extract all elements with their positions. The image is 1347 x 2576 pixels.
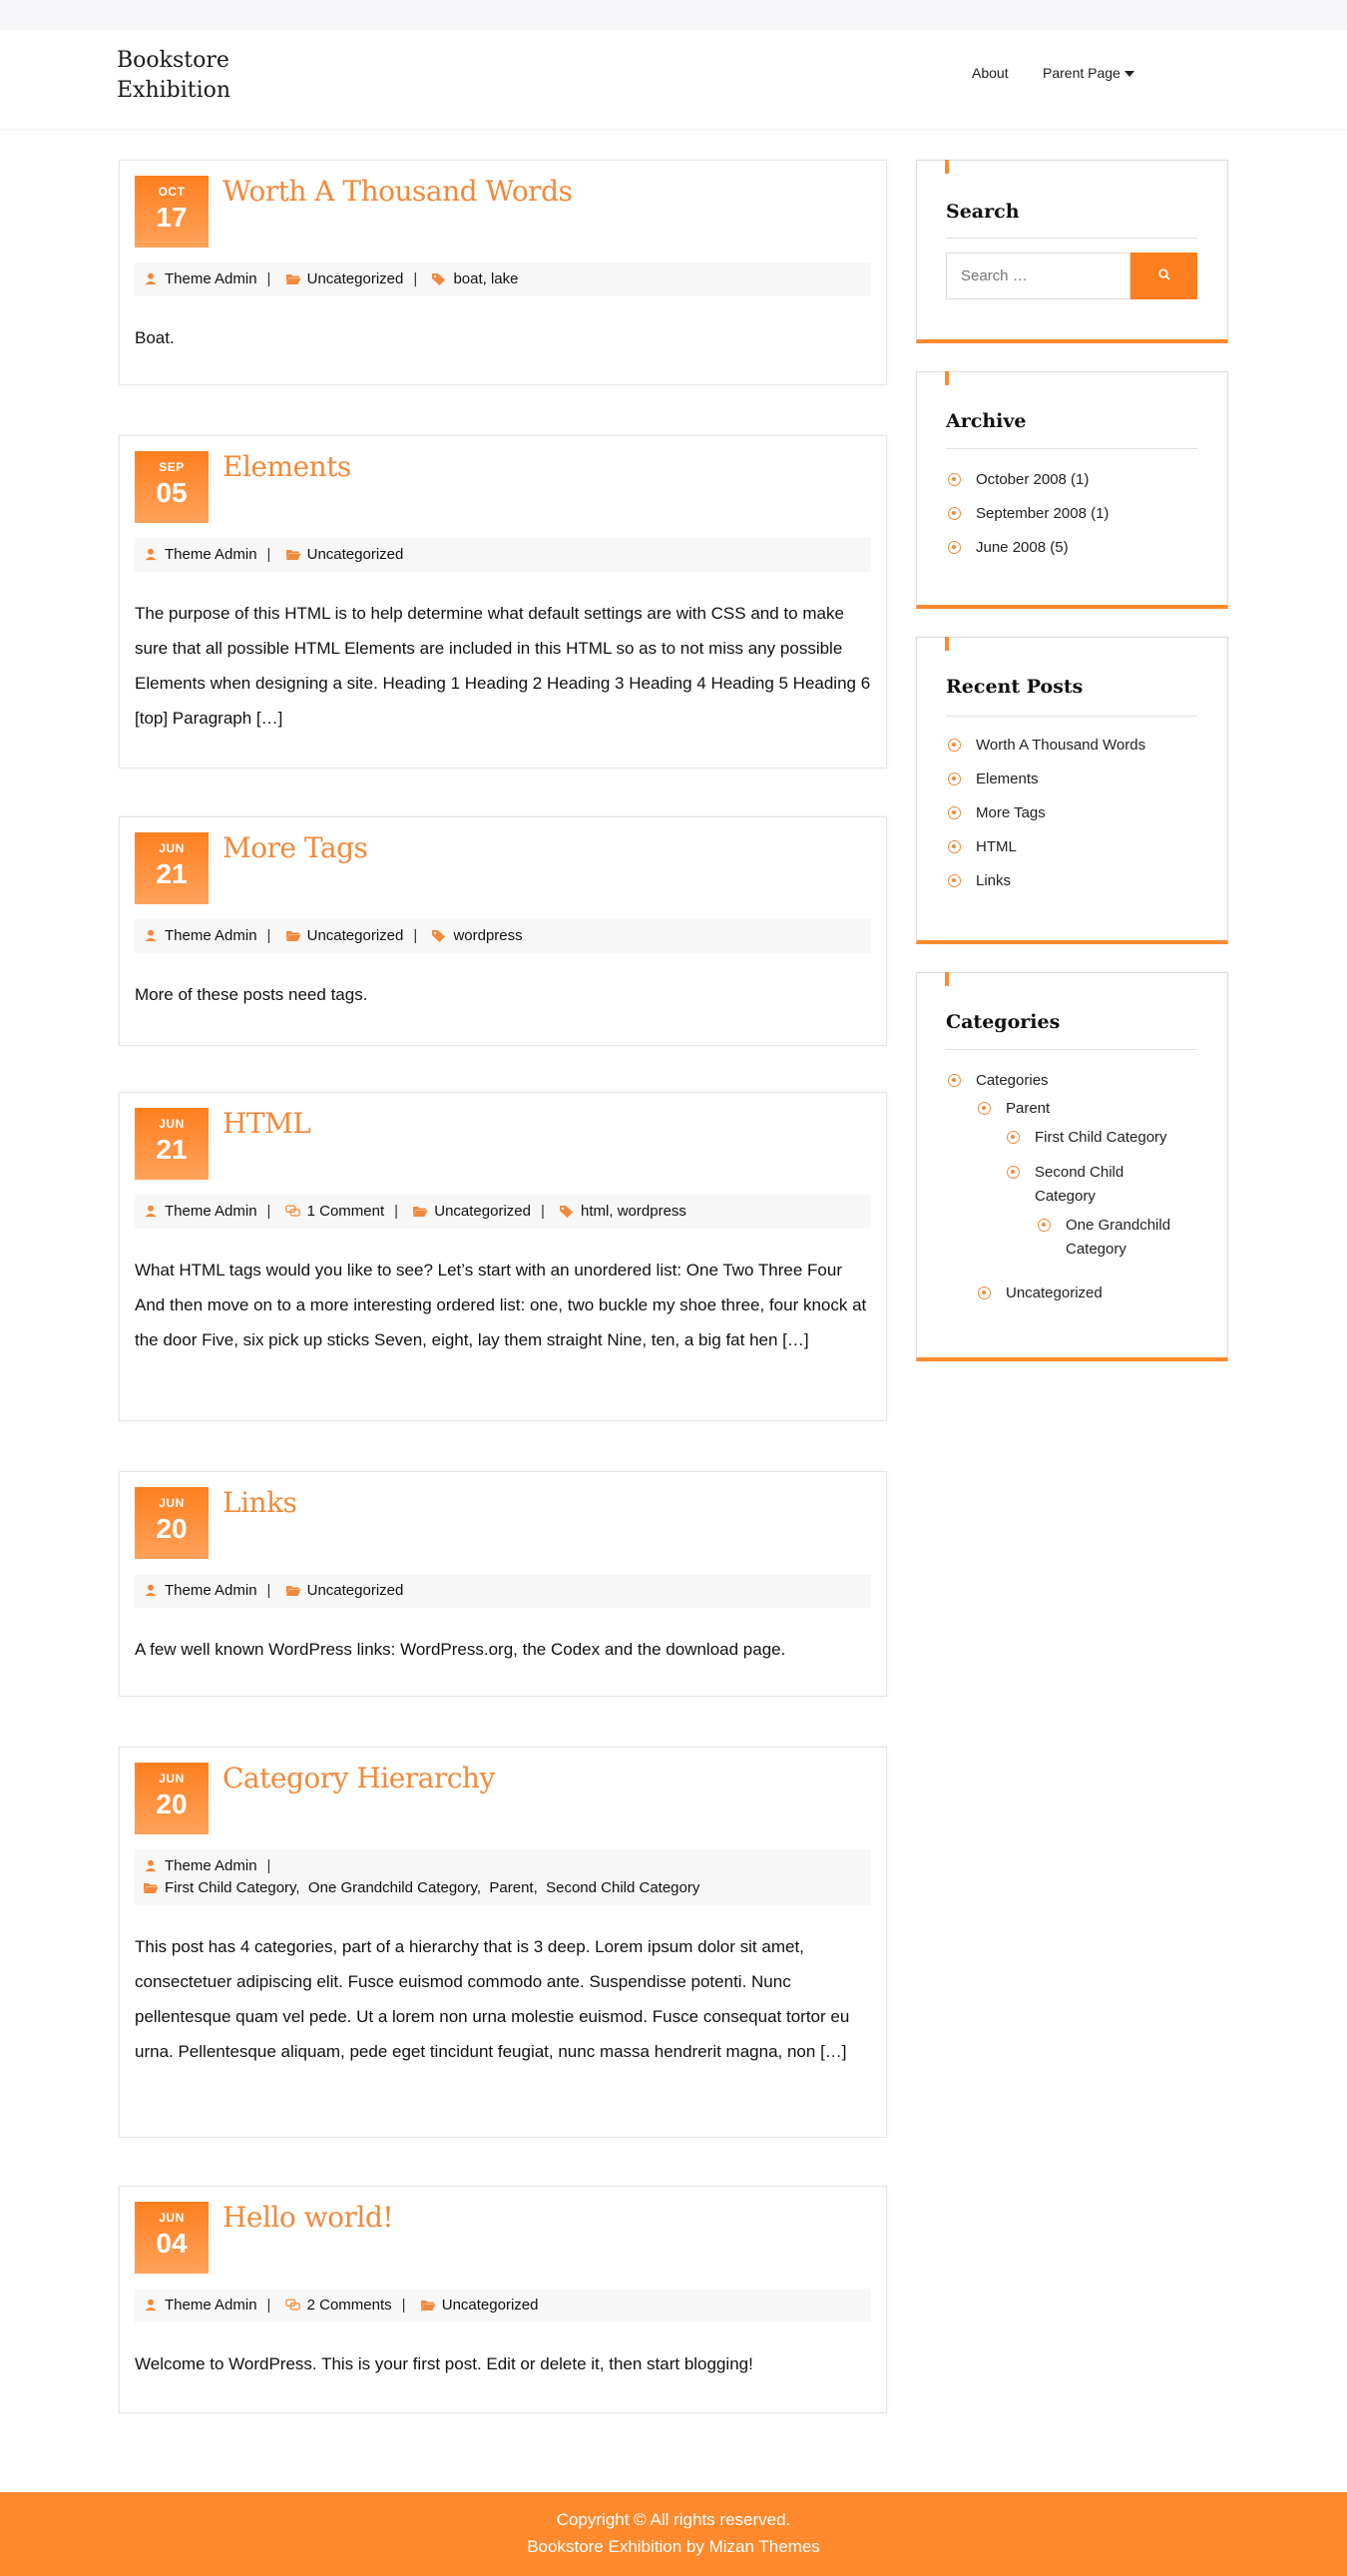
- search-widget: [916, 160, 1228, 343]
- archive-item[interactable]: June 2008 (5): [976, 539, 1069, 556]
- folder-icon: [143, 1881, 159, 1894]
- user-icon: [143, 929, 159, 942]
- widget-title: Categories: [946, 1011, 1061, 1033]
- category-label: One Grandchild: [1066, 1217, 1171, 1234]
- widget-title: Recent Posts: [946, 676, 1084, 698]
- date-badge: [135, 1487, 209, 1559]
- site-footer: [0, 2492, 1347, 2576]
- top-bar: [0, 0, 1347, 30]
- bullet-icon: [948, 541, 961, 554]
- category-item[interactable]: [1035, 1161, 1123, 1209]
- user-icon: [143, 2299, 159, 2312]
- date-month: JUN: [159, 1117, 185, 1131]
- bullet-icon: [1038, 1219, 1051, 1232]
- bullet-icon: [978, 1102, 991, 1115]
- date-day: 05: [156, 477, 188, 508]
- post-meta: Theme Admin | Uncategorized: [135, 538, 871, 572]
- recent-post-item[interactable]: More Tags: [976, 804, 1046, 821]
- comments-icon: [285, 1205, 301, 1218]
- folder-icon: [420, 2299, 436, 2312]
- widget-divider: [946, 238, 1197, 239]
- bullet-icon: [948, 1074, 961, 1087]
- author-link[interactable]: Theme Admin: [165, 1582, 257, 1599]
- date-day: 21: [156, 858, 188, 889]
- post-card: [119, 1471, 887, 1697]
- post-title-link[interactable]: More Tags: [223, 831, 368, 864]
- post-meta: Theme Admin | 2 Comments | Uncategorized: [135, 2289, 871, 2322]
- recent-posts-widget: [916, 637, 1228, 944]
- archive-widget: [916, 371, 1228, 609]
- category-link[interactable]: Uncategorized: [306, 1582, 404, 1599]
- widget-accent: [945, 637, 949, 651]
- post-card: [119, 1747, 887, 2138]
- bullet-icon: [948, 739, 961, 752]
- comments-link[interactable]: 1 Comment: [306, 1203, 385, 1220]
- search-input[interactable]: [946, 253, 1130, 299]
- folder-icon: [285, 929, 301, 942]
- date-badge: [135, 832, 209, 904]
- nav-about[interactable]: About: [972, 65, 1009, 81]
- bullet-icon: [948, 473, 961, 486]
- author-link[interactable]: Theme Admin: [165, 270, 257, 287]
- footer-copyright: Copyright © All rights reserved.: [556, 2510, 791, 2529]
- nav-parent-label: Parent Page: [1043, 65, 1121, 81]
- post-excerpt: A few well known WordPress links: WordPress.org, the Codex and the download page.: [135, 1640, 786, 1659]
- category-link[interactable]: Uncategorized: [306, 546, 404, 563]
- category-link[interactable]: Uncategorized: [306, 270, 404, 287]
- date-day: 20: [156, 1513, 188, 1544]
- bullet-icon: [948, 773, 961, 785]
- post-title-link[interactable]: Worth A Thousand Words: [223, 175, 573, 208]
- category-link[interactable]: Uncategorized: [441, 2297, 539, 2314]
- date-month: SEP: [159, 460, 185, 474]
- date-day: 21: [156, 1134, 188, 1165]
- author-link[interactable]: Theme Admin: [165, 1857, 257, 1874]
- widget-accent: [945, 972, 949, 986]
- post-card: [119, 2186, 887, 2413]
- date-badge: [135, 176, 209, 248]
- user-icon: [143, 272, 159, 285]
- footer-credit: Bookstore Exhibition by Mizan Themes: [527, 2537, 820, 2556]
- comments-link[interactable]: 2 Comments: [306, 2297, 392, 2314]
- post-card: [119, 816, 887, 1046]
- search-icon: [1157, 267, 1171, 281]
- date-month: OCT: [158, 185, 186, 199]
- post-meta: Theme Admin | Uncategorized | wordpress: [135, 919, 871, 953]
- category-item[interactable]: Uncategorized: [1006, 1285, 1103, 1301]
- user-icon: [143, 1859, 159, 1872]
- folder-icon: [412, 1205, 428, 1218]
- widget-accent: [945, 160, 949, 174]
- tag-icon: [431, 929, 447, 942]
- bullet-icon: [1007, 1131, 1020, 1144]
- user-icon: [143, 1584, 159, 1597]
- tag-link[interactable]: wordpress: [453, 927, 523, 944]
- post-title-link[interactable]: Elements: [223, 450, 351, 483]
- folder-icon: [285, 272, 301, 285]
- recent-post-item[interactable]: Worth A Thousand Words: [976, 737, 1146, 754]
- post-title-link[interactable]: Category Hierarchy: [223, 1762, 495, 1795]
- archive-item[interactable]: October 2008 (1): [976, 471, 1090, 488]
- category-label: Category: [1066, 1241, 1126, 1258]
- recent-post-item[interactable]: Elements: [976, 771, 1039, 787]
- nav-parent-page[interactable]: [1043, 65, 1134, 81]
- widget-title: Search: [946, 201, 1020, 223]
- post-excerpt: What HTML tags would you like to see? Let’s start with an unordered list: One Two Three Four And then move on to a more interesting ordered list: one, two buckle my shoe three, four knock at the door Five, six pick up sticks Seven, eight, lay them straight Nine, ten, a big fat hen […]: [135, 1261, 867, 1349]
- tag-icon: [431, 272, 447, 285]
- author-link[interactable]: Theme Admin: [165, 546, 257, 563]
- bullet-icon: [948, 507, 961, 520]
- post-title-link[interactable]: Hello world!: [223, 2201, 393, 2234]
- category-label: Category: [1035, 1188, 1096, 1205]
- category-link[interactable]: First Child Category, One Grandchild Category, Parent, Second Child Category: [165, 1879, 700, 1896]
- site-header: [0, 30, 1347, 130]
- post-card: [119, 160, 887, 385]
- recent-post-item[interactable]: HTML: [976, 838, 1017, 855]
- bullet-icon: [1007, 1166, 1020, 1179]
- post-meta: Theme Admin | First Child Category, One Grandchild Category, Parent, Second Child Category: [135, 1849, 871, 1905]
- post-card: [119, 1092, 887, 1421]
- bullet-icon: [948, 806, 961, 819]
- date-day: 20: [156, 1789, 188, 1819]
- widget-accent: [945, 371, 949, 385]
- categories-widget: [916, 972, 1228, 1361]
- recent-post-item[interactable]: Links: [976, 872, 1012, 889]
- widget-divider: [946, 448, 1197, 449]
- user-icon: [143, 1205, 159, 1218]
- comments-icon: [285, 2299, 301, 2312]
- archive-item[interactable]: September 2008 (1): [976, 505, 1110, 522]
- post-excerpt: Welcome to WordPress. This is your first post. Edit or delete it, then start blogging!: [135, 2354, 753, 2373]
- post-meta: Theme Admin | Uncategorized: [135, 1574, 871, 1608]
- post-excerpt: More of these posts need tags.: [135, 985, 368, 1004]
- post-excerpt: Boat.: [135, 328, 175, 347]
- date-month: JUN: [159, 1772, 185, 1786]
- folder-icon: [285, 548, 301, 561]
- bullet-icon: [978, 1287, 991, 1299]
- author-link[interactable]: Theme Admin: [165, 927, 257, 944]
- date-month: JUN: [159, 2211, 185, 2225]
- site-title-link[interactable]: Bookstore Exhibition: [117, 48, 231, 103]
- date-badge: [135, 1763, 209, 1834]
- tag-icon: [559, 1205, 575, 1218]
- date-month: JUN: [159, 841, 185, 855]
- post-meta: Theme Admin | 1 Comment | Uncategorized | html, wordpress: [135, 1195, 871, 1229]
- date-badge: [135, 1108, 209, 1180]
- date-badge: [135, 451, 209, 523]
- widget-title: Archive: [946, 410, 1027, 432]
- category-item[interactable]: Parent: [1006, 1100, 1051, 1117]
- date-day: 17: [156, 202, 188, 233]
- post-meta: Theme Admin | Uncategorized | boat, lake: [135, 262, 871, 296]
- date-month: JUN: [159, 1496, 185, 1510]
- post-title-link[interactable]: Links: [223, 1486, 297, 1519]
- date-day: 04: [156, 2228, 188, 2259]
- widget-divider: [946, 1049, 1197, 1050]
- category-label: Second Child: [1035, 1164, 1124, 1181]
- category-item[interactable]: First Child Category: [1035, 1129, 1167, 1146]
- post-excerpt: The purpose of this HTML is to help determine what default settings are with CSS and to make sure that all possible HTML Elements are included in this HTML so as to not miss any possible Elements when designing a site. Heading 1 Heading 2 Heading 3 Heading 4 Heading 5 Heading 6 [top] Paragraph […]: [135, 604, 871, 728]
- chevron-down-icon: [1124, 71, 1134, 77]
- search-button[interactable]: [1130, 253, 1197, 299]
- bullet-icon: [948, 840, 961, 853]
- category-item[interactable]: Categories: [976, 1072, 1049, 1089]
- category-link[interactable]: Uncategorized: [306, 927, 404, 944]
- post-title-link[interactable]: HTML: [223, 1107, 311, 1140]
- widget-divider: [946, 716, 1197, 717]
- author-link[interactable]: Theme Admin: [165, 2297, 257, 2314]
- category-link[interactable]: Uncategorized: [434, 1203, 531, 1220]
- author-link[interactable]: Theme Admin: [165, 1203, 257, 1220]
- user-icon: [143, 548, 159, 561]
- post-excerpt: This post has 4 categories, part of a hierarchy that is 3 deep. Lorem ipsum dolor sit amet, consectetuer adipiscing elit. Fusce euismod commodo ante. Suspendisse potenti. Nunc pellentesque quam vel pede. Ut a lorem non urna molestie euismod. Fusce consequat tortor eu urna. Pellentesque aliquam, pede eget tincidunt feugiat, nunc massa hendrerit magna, non […]: [135, 1937, 850, 2061]
- tag-link[interactable]: boat, lake: [453, 270, 519, 287]
- folder-icon: [285, 1584, 301, 1597]
- bullet-icon: [948, 874, 961, 887]
- date-badge: [135, 2202, 209, 2274]
- post-card: [119, 435, 887, 769]
- category-item[interactable]: [1066, 1214, 1170, 1262]
- tag-link[interactable]: html, wordpress: [581, 1203, 686, 1220]
